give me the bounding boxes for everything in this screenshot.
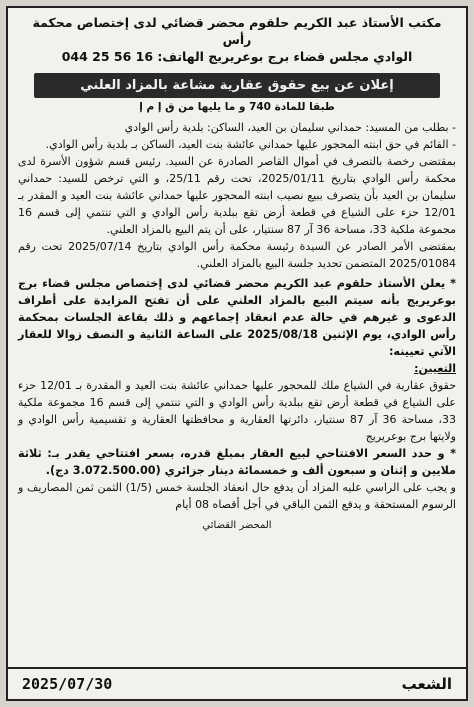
header-office-line: مكتب الأستاذ عبد الكريم حلقوم محضر قضائي لدى إختصاص محكمة رأس (32, 15, 442, 47)
announcement-title: إعلان عن بيع حقوق عقارية مشاعة بالمزاد العلني (34, 73, 440, 98)
designation-heading: التعيين: (414, 362, 456, 375)
phone-number: 044 25 56 16 (61, 49, 154, 64)
guardian-paragraph: - القائم في حق ابنته المحجور عليها حمداني عائشة بنت العيد، الساكن بـ بلدية رأس الوادي. (45, 138, 456, 151)
announcement-body (8, 119, 466, 534)
footer (8, 667, 466, 699)
header (8, 8, 466, 69)
payment-terms-paragraph: و يجب على الراسي عليه المزاد أن يدفع حال انعقاد الجلسة خمس (1/5) الثمن ثمن المصاريف و الرسوم المستحقة و يدفع الثمن الباقي في أجل أقصاه 08 أيام (18, 481, 456, 511)
publication-date: 2025/07/30 (22, 675, 113, 693)
court-order-paragraph: بمقتضى الأمر الصادر عن السيدة رئيسة محكمة رأس الوادي بتاريخ 2025/07/14 تحت رقم 2025/01084 المتضمن تحديد جلسة البيع بالمزاد العلني. (18, 240, 456, 270)
newspaper-name: الشعب (401, 675, 452, 693)
header-contact-line (18, 48, 456, 65)
property-description: حقوق عقارية في الشياع ملك للمحجور عليها حمداني عائشة بنت العيد و المقدرة بـ 12/01 حزء على الشياع في قطعة أرض تقع ببلدية رأس الوادي و التي تنتمي إلى قسم 16 مجموعة ملكية 33، مساحة 36 آر 87 سنتيار، دائرتها العقارية و محافظتها العقارية و تقسيمية رأس الوادي و ولايتها برج بوعريريج (18, 379, 457, 443)
legal-reference: طبقا للمادة 740 و ما يليها من ق إ م إ (139, 101, 335, 113)
announcement-page (6, 6, 468, 701)
signature: المحضر القضائي (202, 520, 272, 531)
header-court-text: الوادي مجلس قضاء برج بوعريريج الهاتف: (153, 49, 413, 64)
authorization-paragraph: بمقتضى رخصة بالتصرف في أموال القاصر الصادرة عن السيد. رئيس قسم شؤون الأسرة لدى محكمة رأس الوادي بتاريخ 2025/01/11، تحت رقم 25/11، و التي ترخص للسيد: حمداني سليمان بن العيد بأن يتصرف ببيع نصيب ابنته المحجور عليها حمداني عائشة بنت العيد و المقدر بـ 12/01 حزء على الشياع في قطعة أرض تقع ببلدية رأس الوادي و التي تنتمي إلى قسم 16 مجموعة ملكية 33، مساحة 36 آر 87 سنتيار، على أن يتم البيع بالمزاد العلني. (18, 155, 456, 236)
requester-paragraph: - بطلب من المسيد: حمداني سليمان بن العيد، الساكن: بلدية رأس الوادي (124, 121, 456, 134)
opening-price-paragraph: * و حدد السعر الافتتاحي لبيع العقار بمبلغ قدره، بسعر افتتاحي يقدر بـ: ثلاثة ملايين و إثنان و سبعون ألف و خمسمائة دينار جزائري (3.072.500.00 دج). (18, 447, 456, 477)
auction-notice-paragraph: * يعلن الأستاذ حلقوم عبد الكريم محضر قضائي لدى إختصاص مجلس قضاء برج بوعريريج بأنه سيتم البيع بالمزاد العلني على أن تفتح المزايدة على أطراف الدعوى و غيرهم في حالة عدم انعقاد إجماعهم و ذلك بقاعة الجلسات بمحكمة رأس الوادي، يوم الإثنين 2025/08/18 على الساعة الثانية و النصف زوالا للعقار الآتي تعيينه: (18, 277, 457, 358)
